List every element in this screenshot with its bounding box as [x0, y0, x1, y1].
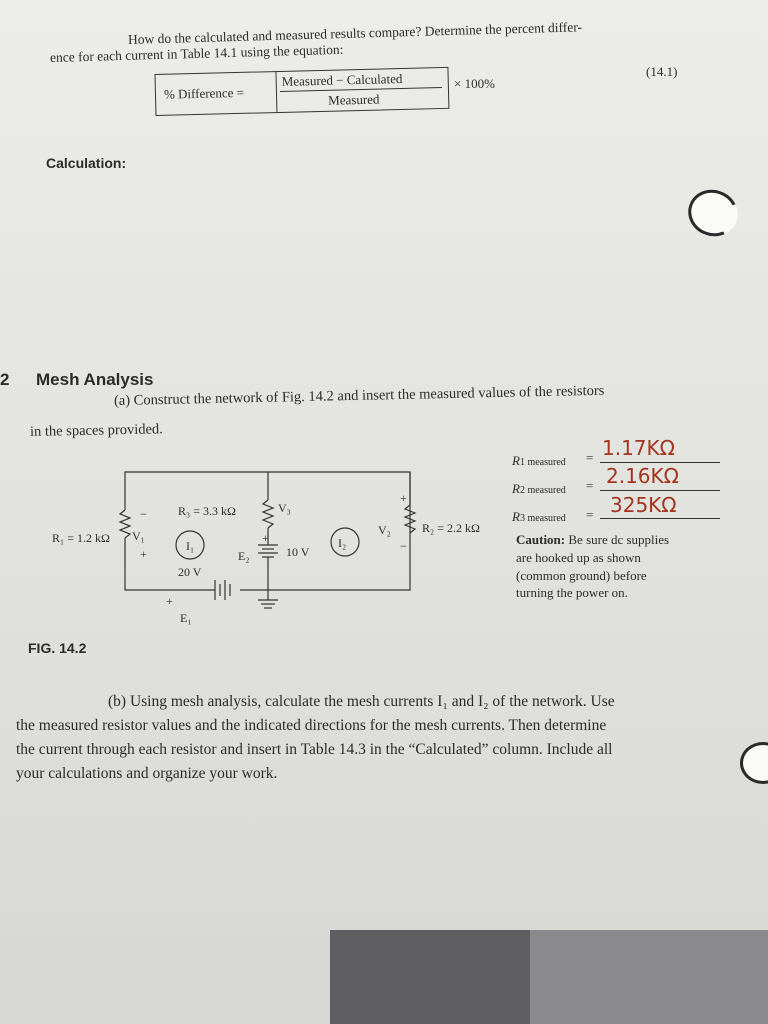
e1-plus: + [166, 594, 173, 608]
r1-label: R₁ = 1.2 kΩ [52, 531, 110, 545]
equation-times: × 100% [454, 76, 495, 91]
part-a-line-2: in the spaces provided. [29, 421, 164, 440]
equation-divider [275, 72, 277, 112]
part-b-line-1: (b) Using mesh analysis, calculate the mesh currents I₁ and I₂ of the network. Use [108, 693, 615, 710]
circuit-diagram [40, 460, 510, 630]
equation-number: (14.1) [646, 64, 678, 79]
section-number: 2 [0, 370, 10, 389]
e2-plus: + [262, 531, 269, 545]
part-b-line-2: the measured resistor values and the indicated directions for the mesh currents. Then determine [16, 717, 607, 734]
question-line-2: ence for each current in Table 14.1 using the equation: [49, 41, 344, 65]
caution-line-1: Caution: Be sure dc supplies [516, 532, 670, 547]
i1-label: I₁ [186, 539, 195, 553]
percent-difference-equation [154, 67, 449, 116]
r3-label: R₃ = 3.3 kΩ [178, 504, 236, 518]
caution-line-4: turning the power on. [516, 585, 628, 600]
r3-measured-value[interactable]: 325KΩ [610, 493, 677, 517]
v1-minus: − [140, 507, 147, 521]
background-floor-right [530, 930, 768, 1024]
background-floor-light [0, 930, 330, 1024]
equation-numerator: Measured − Calculated [281, 70, 403, 89]
r3-measured-label: R3 measured [512, 509, 566, 524]
v1-plus: + [140, 547, 147, 561]
r2-measured-value[interactable]: 2.16KΩ [606, 464, 679, 488]
v2-label: V₂ [378, 523, 391, 537]
r1-blank [600, 462, 720, 463]
e1-label: E₁ [180, 611, 192, 625]
v2-plus: + [400, 491, 407, 505]
part-b-line-4: your calculations and organize your work. [16, 765, 278, 782]
equation-label: % Difference = [163, 84, 245, 102]
r3-blank [600, 518, 720, 519]
r3-equals: = [586, 507, 594, 522]
equation-denominator: Measured [327, 91, 380, 108]
caution-line-3: (common ground) before [516, 568, 647, 583]
e2-value: 10 V [286, 545, 310, 559]
r2-equals: = [586, 478, 594, 493]
v2-minus: − [400, 539, 407, 553]
caution-line-2: are hooked up as shown [516, 550, 641, 565]
question-line-1: How do the calculated and measured results compare? Determine the percent differ- [127, 19, 583, 47]
figure-label: FIG. 14.2 [28, 640, 87, 656]
section-title: Mesh Analysis [36, 370, 154, 389]
r2-blank [600, 490, 720, 491]
r2-label: R₂ = 2.2 kΩ [422, 521, 480, 535]
r1-equals: = [586, 450, 594, 465]
part-a-line-1: (a) Construct the network of Fig. 14.2 and insert the measured values of the resistors [113, 382, 605, 409]
r1-measured-label: R1 measured [512, 453, 566, 468]
e2-label: E₂ [238, 549, 250, 563]
part-b-line-3: the current through each resistor and insert in Table 14.3 in the “Calculated” column. Include all [16, 741, 613, 758]
e1-value: 20 V [178, 565, 202, 579]
r1-measured-value[interactable]: 1.17KΩ [602, 436, 675, 460]
r2-measured-label: R2 measured [512, 481, 566, 496]
v3-label: V₃ [278, 501, 291, 515]
calculation-heading: Calculation: [46, 155, 127, 171]
i2-label: I₂ [338, 536, 347, 550]
v1-label: V₁ [132, 529, 145, 543]
